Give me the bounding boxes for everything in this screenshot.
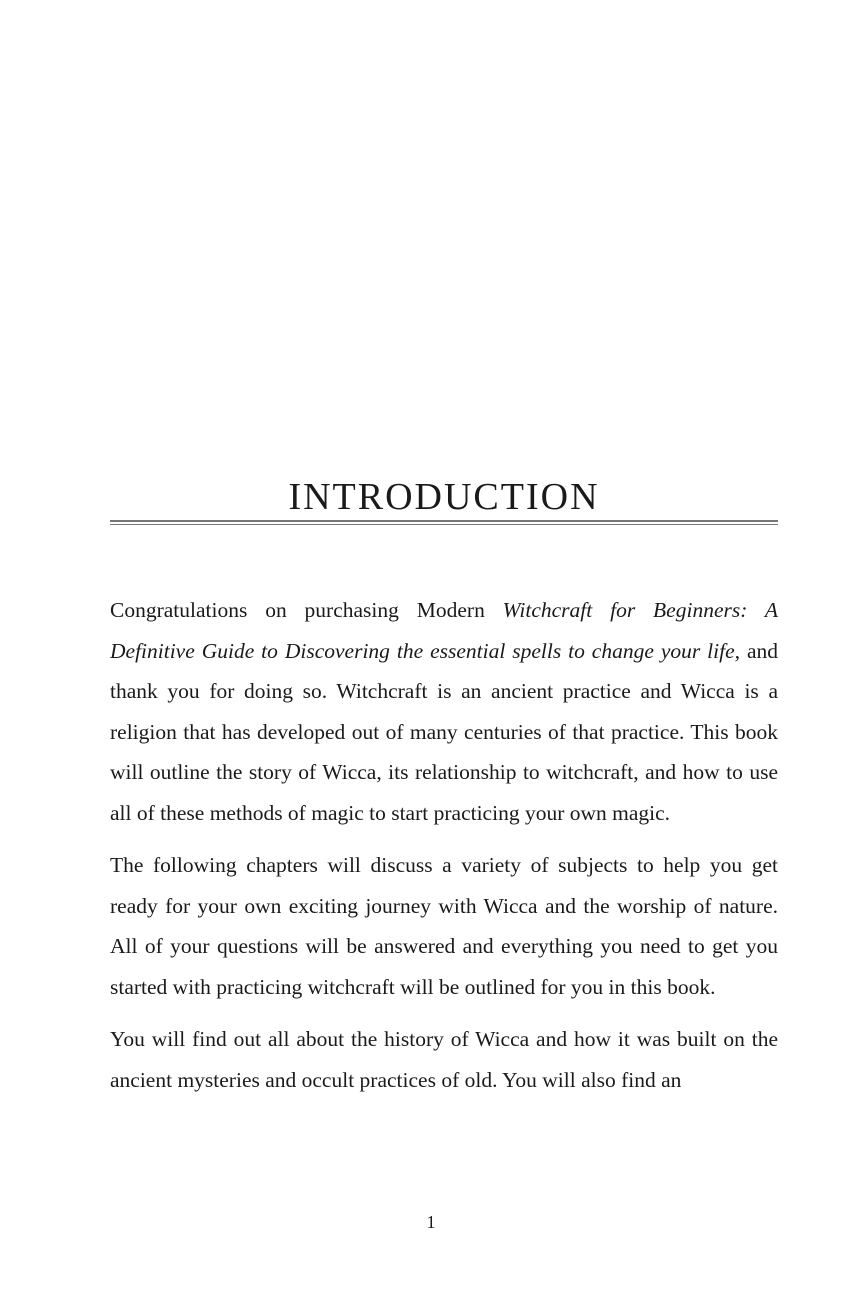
paragraph-1 bbox=[110, 590, 778, 833]
title-divider bbox=[110, 520, 778, 525]
book-title: Witchcraft for Beginners: A Definitive Guide to Discovering the essential spells to change your life, bbox=[110, 598, 778, 663]
chapter-title: INTRODUCTION bbox=[288, 476, 600, 518]
body-text bbox=[110, 590, 778, 1112]
paragraph-2: The following chapters will discuss a variety of subjects to help you get ready for your own exciting journey with Wicca and the worship of nature. All of your questions will be answered and everything you need to get you started with practicing witchcraft will be outlined for you in this book. bbox=[110, 853, 778, 999]
paragraph-1-rest: and thank you for doing so. Witchcraft is an ancient practice and Wicca is a religion that has developed out of many centuries of that practice. This book will outline the story of Wicca, its relationship to witchcraft, and how to use all of these methods of magic to start practicing your own magic. bbox=[110, 638, 778, 825]
paragraph-1-lead: Congratulations on purchasing Modern bbox=[110, 598, 503, 622]
page-number: 1 bbox=[426, 1212, 436, 1232]
paragraph-3: You will find out all about the history of Wicca and how it was built on the ancient mysteries and occult practices of old. You will also find an bbox=[110, 1027, 778, 1092]
